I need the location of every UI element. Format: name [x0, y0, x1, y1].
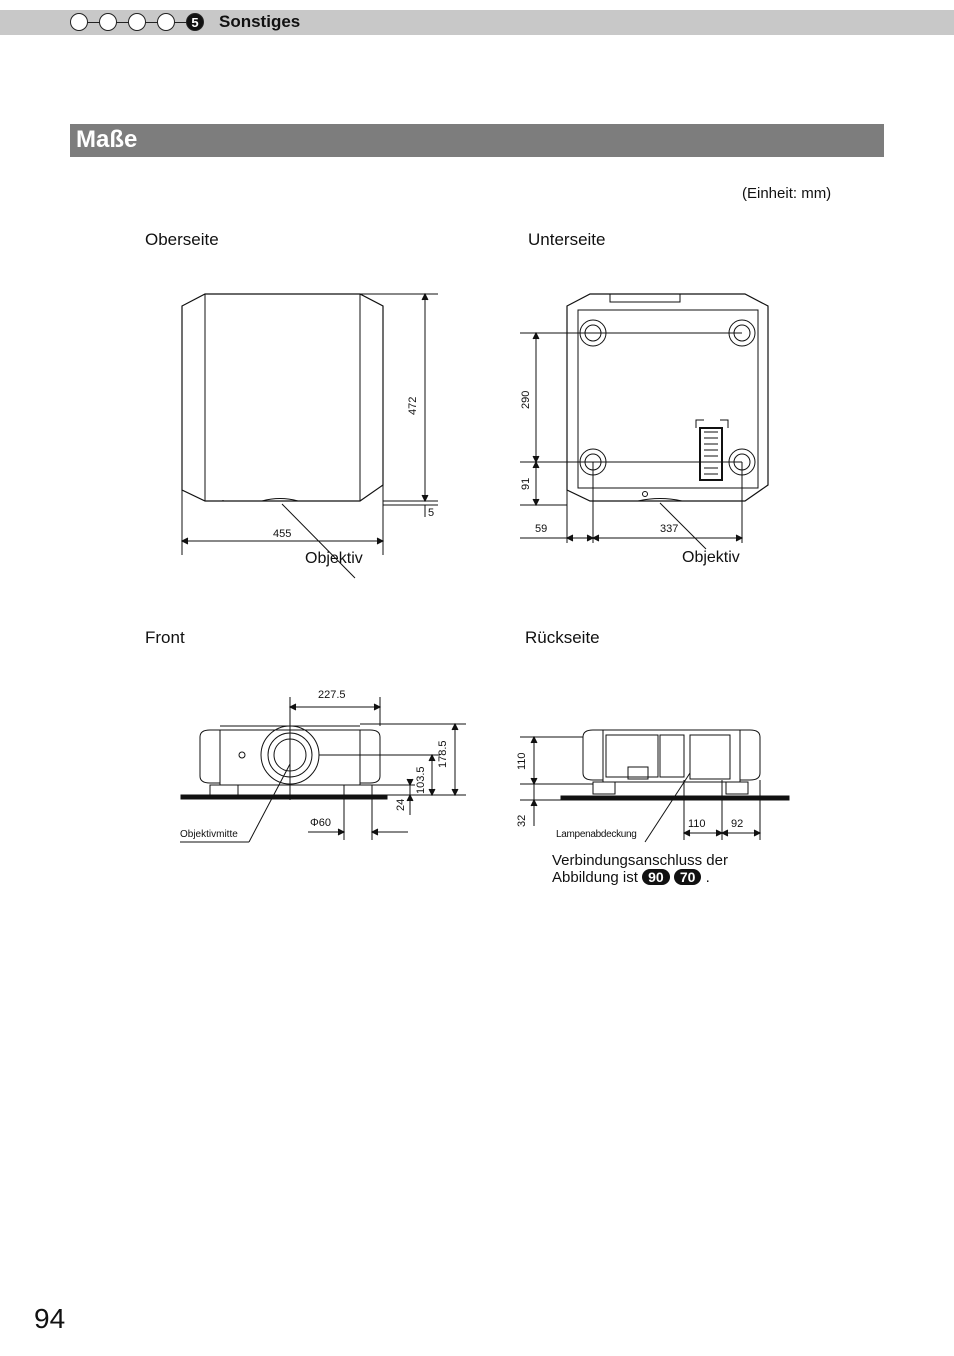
- callout-rear-lamp-cover: Lampenabdeckung: [556, 829, 637, 840]
- page-number: 94: [34, 1303, 66, 1334]
- heading-top-view: Oberseite: [145, 230, 219, 249]
- dim-front-lens-center-height: 103.5: [415, 766, 427, 794]
- dim-rear-cover-offset: 110: [688, 818, 706, 830]
- callout-top-lens: Objektiv: [305, 550, 363, 567]
- rear-view-drawing: [520, 730, 789, 842]
- connector-note: [552, 852, 728, 886]
- dim-front-height: 178.5: [437, 740, 449, 768]
- connector-note-end: .: [705, 869, 710, 886]
- heading-bottom-view: Unterseite: [528, 230, 606, 249]
- bottom-view-drawing: [520, 294, 768, 549]
- dim-top-width: 455: [273, 528, 292, 540]
- dim-bottom-foot-spacing-y: 290: [520, 390, 532, 409]
- connector-note-text: Abbildung ist: [552, 869, 638, 886]
- dim-bottom-foot-side: 59: [535, 523, 548, 535]
- top-view-drawing: [182, 294, 438, 578]
- dim-top-lens-offset: 5: [428, 507, 435, 519]
- model-badge-90: 90: [642, 869, 670, 885]
- unit-note: (Einheit: mm): [742, 185, 832, 202]
- dim-rear-cover-side: 92: [731, 818, 744, 830]
- dim-front-lens-center-x: 227.5: [318, 689, 346, 701]
- dim-top-depth: 472: [407, 396, 419, 415]
- progress-step-current: 5: [186, 13, 204, 31]
- model-badge-70: 70: [674, 869, 702, 885]
- dim-rear-height: 110: [516, 752, 528, 770]
- callout-bottom-lens: Objektiv: [682, 549, 740, 566]
- page-title: Maße: [76, 126, 138, 153]
- dim-front-foot-height: 24: [395, 798, 407, 811]
- connector-note-line1: Verbindungsanschluss der: [552, 852, 728, 869]
- connector-note-line2: [552, 869, 728, 886]
- heading-rear-view: Rückseite: [525, 628, 600, 647]
- section-name: Sonstiges: [219, 12, 301, 31]
- dim-front-lens-diameter: Φ60: [310, 817, 332, 829]
- dim-rear-foot: 32: [516, 814, 528, 827]
- dim-bottom-foot-spacing-x: 337: [660, 523, 679, 535]
- dim-bottom-foot-front: 91: [520, 477, 532, 490]
- heading-front-view: Front: [145, 628, 185, 647]
- callout-front-lens-center: Objektivmitte: [180, 829, 238, 840]
